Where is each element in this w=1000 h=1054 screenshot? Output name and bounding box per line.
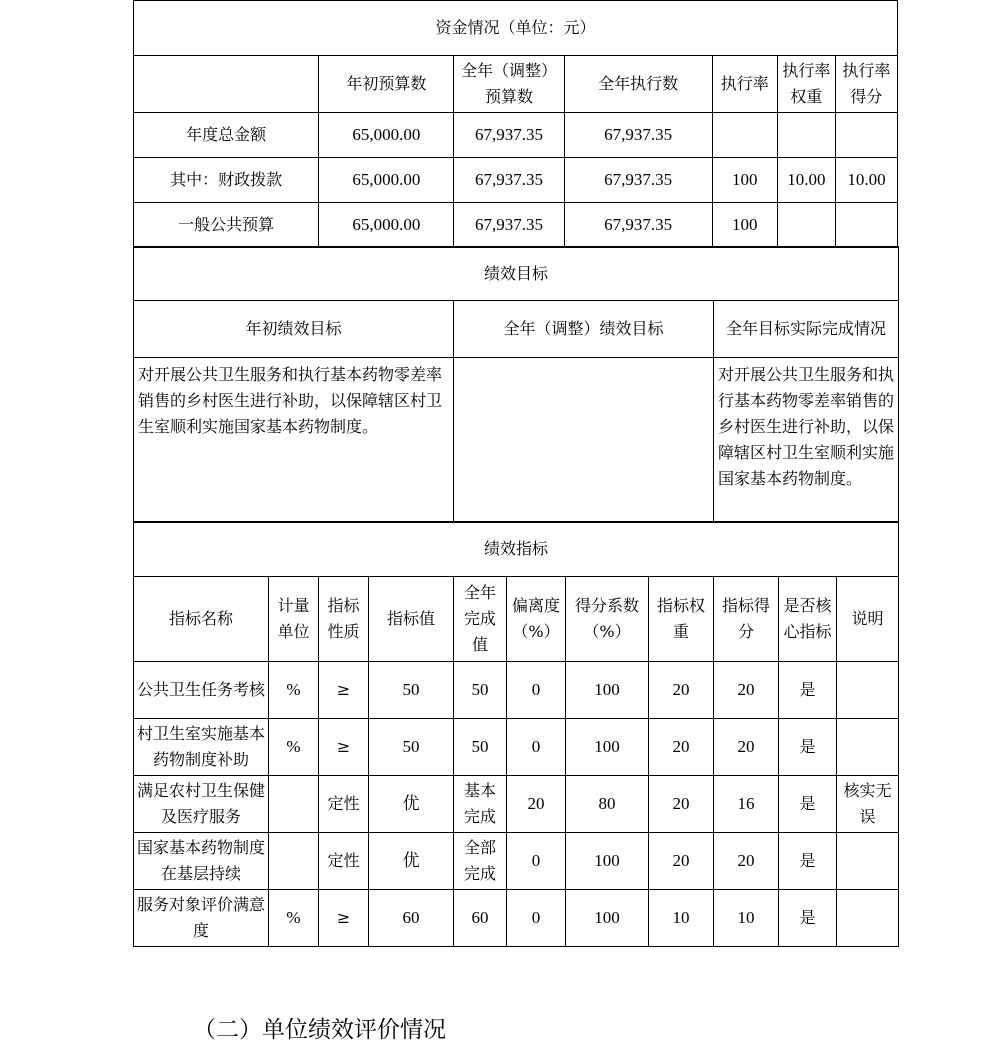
funds-weight xyxy=(777,203,835,248)
ind-value: 50 xyxy=(369,719,454,776)
goals-initial-text: 对开展公共卫生服务和执行基本药物零差率销售的乡村医生进行补助，以保障辖区村卫生室顺利实施国家基本药物制度。 xyxy=(134,358,454,523)
funds-score xyxy=(835,203,897,248)
goals-table xyxy=(133,246,899,523)
ind-weight: 20 xyxy=(649,833,714,890)
table-row xyxy=(134,776,899,833)
ind-note xyxy=(837,662,899,719)
ind-header-core: 是否核心指标 xyxy=(779,577,837,662)
funds-title-cell: 资金情况（单位：元） xyxy=(134,1,898,56)
ind-unit xyxy=(269,833,319,890)
funds-label: 年度总金额 xyxy=(134,113,319,158)
funds-score: 10.00 xyxy=(835,158,897,203)
ind-unit: % xyxy=(269,719,319,776)
ind-header-deviation: 偏离度（%） xyxy=(507,577,566,662)
ind-deviation: 0 xyxy=(507,890,566,947)
ind-core: 是 xyxy=(779,776,837,833)
ind-core: 是 xyxy=(779,719,837,776)
ind-score: 20 xyxy=(714,719,779,776)
ind-unit: % xyxy=(269,890,319,947)
funds-label: 一般公共预算 xyxy=(134,203,319,248)
ind-core: 是 xyxy=(779,833,837,890)
ind-completed: 60 xyxy=(454,890,507,947)
ind-value: 50 xyxy=(369,662,454,719)
ind-score: 20 xyxy=(714,662,779,719)
funds-header-blank-cell xyxy=(134,56,319,113)
goals-title: 绩效目标 xyxy=(134,247,899,301)
funds-grid xyxy=(133,0,898,248)
ind-completed: 50 xyxy=(454,662,507,719)
ind-note xyxy=(837,833,899,890)
ind-completed: 50 xyxy=(454,719,507,776)
ind-header-name: 指标名称 xyxy=(134,577,269,662)
ind-note xyxy=(837,890,899,947)
funds-weight xyxy=(777,113,835,158)
funds-score xyxy=(835,113,897,158)
ind-name: 公共卫生任务考核 xyxy=(134,662,269,719)
ind-nature: ≥ xyxy=(319,719,369,776)
ind-completed: 基本完成 xyxy=(454,776,507,833)
ind-header-completed: 全年完成值 xyxy=(454,577,507,662)
funds-initial: 65,000.00 xyxy=(319,113,454,158)
funds-executed: 67,937.35 xyxy=(564,203,712,248)
ind-weight: 20 xyxy=(649,719,714,776)
ind-name: 村卫生室实施基本药物制度补助 xyxy=(134,719,269,776)
ind-score: 10 xyxy=(714,890,779,947)
ind-header-value: 指标值 xyxy=(369,577,454,662)
funds-label: 其中：财政拨款 xyxy=(134,158,319,203)
ind-header-weight: 指标权重 xyxy=(649,577,714,662)
ind-weight: 20 xyxy=(649,662,714,719)
ind-score: 16 xyxy=(714,776,779,833)
table-row xyxy=(134,719,899,776)
ind-deviation: 0 xyxy=(507,719,566,776)
ind-core: 是 xyxy=(779,890,837,947)
ind-nature: 定性 xyxy=(319,833,369,890)
funds-header-rate-weight: 执行率权重 xyxy=(777,56,835,113)
indicators-title: 绩效指标 xyxy=(134,522,899,577)
ind-value: 优 xyxy=(369,776,454,833)
funds-adjusted: 67,937.35 xyxy=(454,113,564,158)
funds-executed: 67,937.35 xyxy=(564,158,712,203)
table-row xyxy=(134,662,899,719)
funds-header-executed: 全年执行数 xyxy=(564,56,712,113)
goals-header-adjusted: 全年（调整）绩效目标 xyxy=(454,301,714,358)
section-heading: （二）单位绩效评价情况 xyxy=(193,1017,446,1043)
ind-header-nature: 指标性质 xyxy=(319,577,369,662)
table-row xyxy=(134,890,899,947)
ind-note xyxy=(837,719,899,776)
ind-completed: 全部完成 xyxy=(454,833,507,890)
funds-header-adjusted: 全年（调整）预算数 xyxy=(454,56,564,113)
ind-score: 20 xyxy=(714,833,779,890)
ind-deviation: 20 xyxy=(507,776,566,833)
ind-header-note: 说明 xyxy=(837,577,899,662)
ind-header-coefficient: 得分系数（%） xyxy=(566,577,649,662)
ind-header-unit: 计量单位 xyxy=(269,577,319,662)
ind-note: 核实无误 xyxy=(837,776,899,833)
indicators-header-row xyxy=(134,577,899,662)
funds-initial: 65,000.00 xyxy=(319,203,454,248)
ind-coefficient: 100 xyxy=(566,890,649,947)
ind-coefficient: 80 xyxy=(566,776,649,833)
funds-rate: 100 xyxy=(712,158,777,203)
ind-name: 国家基本药物制度在基层持续 xyxy=(134,833,269,890)
ind-nature: 定性 xyxy=(319,776,369,833)
funds-rate: 100 xyxy=(712,203,777,248)
funds-header-exec-rate: 执行率 xyxy=(712,56,777,113)
goals-actual-text: 对开展公共卫生服务和执行基本药物零差率销售的乡村医生进行补助，以保障辖区村卫生室顺利实施国家基本药物制度。 xyxy=(714,358,899,523)
ind-deviation: 0 xyxy=(507,662,566,719)
ind-weight: 20 xyxy=(649,776,714,833)
funds-rate xyxy=(712,113,777,158)
funds-adjusted: 67,937.35 xyxy=(454,203,564,248)
funds-header-rate-score: 执行率得分 xyxy=(835,56,897,113)
ind-deviation: 0 xyxy=(507,833,566,890)
funds-adjusted: 67,937.35 xyxy=(454,158,564,203)
ind-nature: ≥ xyxy=(319,662,369,719)
ind-core: 是 xyxy=(779,662,837,719)
funds-header-initial: 年初预算数 xyxy=(319,56,454,113)
table-row xyxy=(134,833,899,890)
funds-weight: 10.00 xyxy=(777,158,835,203)
ind-coefficient: 100 xyxy=(566,662,649,719)
ind-coefficient: 100 xyxy=(566,719,649,776)
funds-initial: 65,000.00 xyxy=(319,158,454,203)
ind-unit xyxy=(269,776,319,833)
ind-unit: % xyxy=(269,662,319,719)
ind-name: 服务对象评价满意度 xyxy=(134,890,269,947)
goals-header-initial: 年初绩效目标 xyxy=(134,301,454,358)
ind-value: 优 xyxy=(369,833,454,890)
goals-adjusted-text xyxy=(454,358,714,523)
ind-name: 满足农村卫生保健及医疗服务 xyxy=(134,776,269,833)
ind-weight: 10 xyxy=(649,890,714,947)
goals-header-actual: 全年目标实际完成情况 xyxy=(714,301,899,358)
ind-header-score: 指标得分 xyxy=(714,577,779,662)
indicators-table xyxy=(133,521,899,947)
ind-coefficient: 100 xyxy=(566,833,649,890)
ind-value: 60 xyxy=(369,890,454,947)
funds-executed: 67,937.35 xyxy=(564,113,712,158)
ind-nature: ≥ xyxy=(319,890,369,947)
